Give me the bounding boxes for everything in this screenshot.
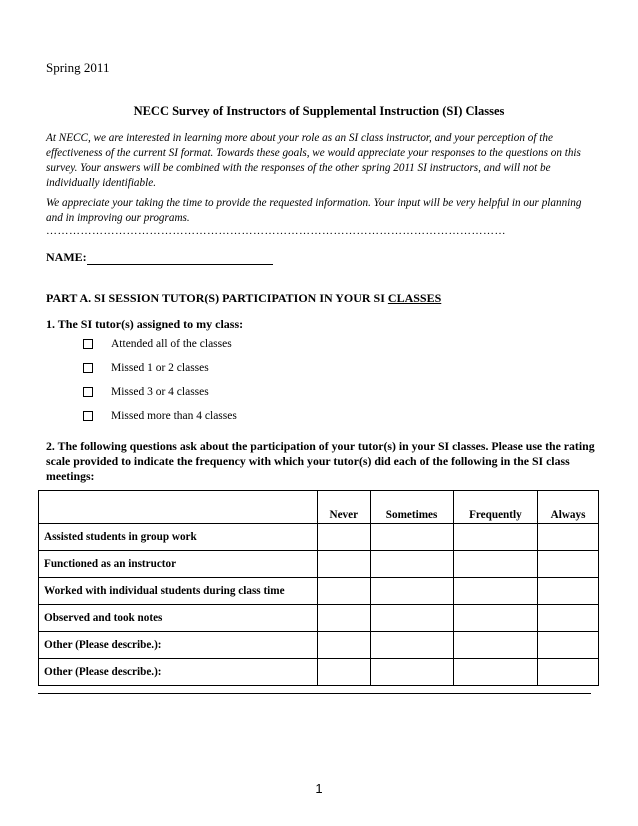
question-1: 1. The SI tutor(s) assigned to my class: (46, 317, 244, 331)
thanks-paragraph: We appreciate your taking the time to provide the requested information. Your input will be very helpful in our planning and in improving our programs. (46, 197, 582, 224)
rating-table (38, 490, 599, 686)
row-label: Other (Please describe.): (39, 659, 318, 686)
table-row (39, 578, 599, 605)
row-label: Observed and took notes (39, 605, 318, 632)
rating-cell[interactable] (318, 605, 371, 632)
semester-label: Spring 2011 (46, 60, 110, 75)
name-label: NAME: (46, 250, 87, 264)
rating-cell[interactable] (370, 578, 453, 605)
column-header-never: Never (318, 491, 371, 524)
q1-option[interactable] (83, 362, 209, 374)
column-header-frequently: Frequently (453, 491, 537, 524)
q1-option[interactable] (83, 410, 237, 422)
rating-cell[interactable] (453, 524, 537, 551)
dotted-separator: ………………………………………………………………………………………………………… (46, 225, 506, 237)
rating-cell[interactable] (453, 632, 537, 659)
part-a-heading (46, 291, 441, 306)
checkbox[interactable] (83, 387, 93, 397)
rating-cell[interactable] (318, 632, 371, 659)
rating-cell[interactable] (453, 551, 537, 578)
table-row (39, 632, 599, 659)
header-blank-cell (39, 491, 318, 524)
rating-cell[interactable] (538, 659, 599, 686)
row-label: Worked with individual students during class time (39, 578, 318, 605)
rating-cell[interactable] (453, 605, 537, 632)
rating-cell[interactable] (370, 524, 453, 551)
rating-cell[interactable] (318, 578, 371, 605)
q1-option-label: Attended all of the classes (111, 338, 232, 350)
row-label: Assisted students in group work (39, 524, 318, 551)
intro-paragraph: At NECC, we are interested in learning more about your role as an SI class instructor, and your perception of the effectiveness of the current SI format. Towards these goals, we would appreciate your responses to the questions on this survey. Your answers will be combined with the responses of the other spring 2011 SI instructors, and will not be individually identifiable. (46, 132, 581, 189)
page-number: 1 (315, 781, 323, 796)
q1-option-label: Missed 3 or 4 classes (111, 386, 209, 398)
question-2: 2. The following questions ask about the participation of your tutor(s) in your SI classes. Please use the rating scale provided to indicate the frequency with which your tutor(s) did each of the following in the SI class meetings: (46, 439, 595, 483)
rating-header-row (39, 491, 599, 524)
column-header-sometimes: Sometimes (370, 491, 453, 524)
rating-cell[interactable] (370, 659, 453, 686)
table-row (39, 524, 599, 551)
q1-option-label: Missed more than 4 classes (111, 410, 237, 422)
table-row (39, 659, 599, 686)
rating-cell[interactable] (538, 632, 599, 659)
rating-cell[interactable] (538, 551, 599, 578)
q1-option[interactable] (83, 338, 232, 350)
checkbox[interactable] (83, 411, 93, 421)
rating-cell[interactable] (318, 524, 371, 551)
checkbox[interactable] (83, 363, 93, 373)
column-header-always: Always (538, 491, 599, 524)
rating-cell[interactable] (538, 605, 599, 632)
page-title: NECC Survey of Instructors of Supplemental Instruction (SI) Classes (133, 104, 505, 118)
row-label: Other (Please describe.): (39, 632, 318, 659)
rating-cell[interactable] (370, 632, 453, 659)
part-a-heading-underlined: CLASSES (387, 291, 442, 305)
row-label: Functioned as an instructor (39, 551, 318, 578)
rating-cell[interactable] (453, 578, 537, 605)
rating-cell[interactable] (318, 551, 371, 578)
part-a-heading-text: PART A. SI SESSION TUTOR(S) PARTICIPATION IN YOUR SI (46, 291, 388, 305)
table-row (39, 605, 599, 632)
q1-option-label: Missed 1 or 2 classes (111, 362, 209, 374)
table-row (39, 551, 599, 578)
rating-cell[interactable] (318, 659, 371, 686)
rating-cell[interactable] (453, 659, 537, 686)
checkbox[interactable] (83, 339, 93, 349)
name-underline[interactable] (87, 251, 273, 265)
rating-cell[interactable] (538, 524, 599, 551)
rating-cell[interactable] (370, 605, 453, 632)
rating-cell[interactable] (538, 578, 599, 605)
q1-option[interactable] (83, 386, 209, 398)
name-field[interactable] (46, 250, 273, 265)
rating-cell[interactable] (370, 551, 453, 578)
horizontal-divider (38, 693, 591, 694)
